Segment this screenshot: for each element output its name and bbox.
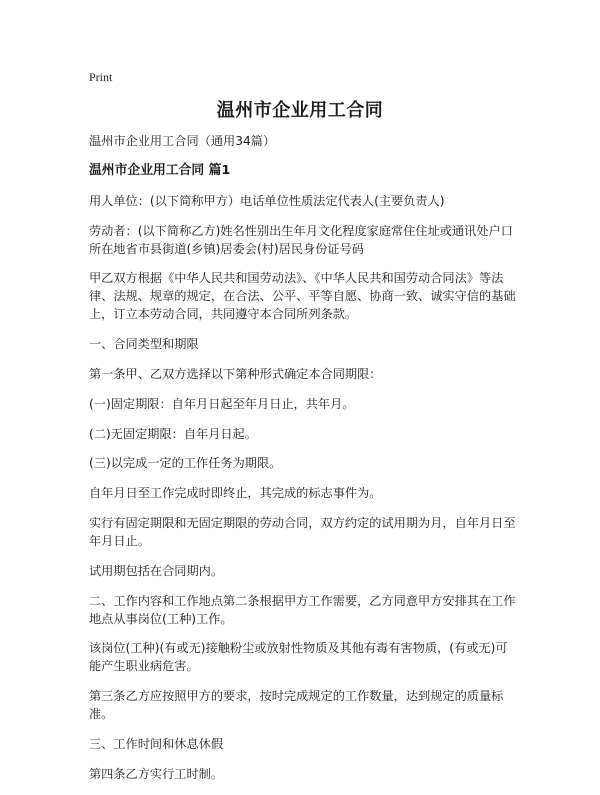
section-heading: 温州市企业用工合同 篇1 [89, 163, 231, 178]
paragraph: 试用期包括在合同期内。 [89, 563, 224, 578]
paragraph: 该岗位(工种)(有或无)接触粉尘或放射性物质及其他有毒有害物质，(有或无)可能产生职业病危害。 [89, 641, 508, 674]
document-subtitle: 温州市企业用工合同（通用34篇） [89, 134, 276, 148]
paragraph: 第四条乙方实行工时制。 [89, 766, 224, 781]
paragraph: (一)固定期限：自年月日起至年月日止，共年月。 [89, 396, 355, 411]
paragraph: 三、工作时间和休息休假 [89, 736, 224, 751]
paragraph: 用人单位：(以下简称甲方）电话单位性质法定代表人(主要负责人) [89, 193, 445, 208]
document-title: 温州市企业用工合同 [216, 100, 384, 121]
paragraph: 自年月日至工作完成时即终止，其完成的标志事件为。 [89, 486, 382, 501]
document-body [89, 132, 519, 795]
paragraph: (三)以完成一定的工作任务为期限。 [89, 456, 282, 471]
paragraph: 二、工作内容和工作地点第二条根据甲方工作需要，乙方同意甲方安排其在工作地点从事岗位(工种)工作。 [89, 593, 516, 626]
paragraph: 实行有固定期限和无固定期限的劳动合同，双方约定的试用期为月，自年月日至年月日止。 [89, 515, 516, 548]
paragraph: 劳动者：(以下简称乙方)姓名性别出生年月文化程度家庭常住住址或通讯处户口所在地省市县街道(乡镇)居委会(村)居民身份证号码 [89, 223, 513, 256]
print-label[interactable]: Print [89, 70, 113, 84]
paragraph: 一、合同类型和期限 [89, 337, 199, 352]
paragraph: 第三条乙方应按照甲方的要求，按时完成规定的工作数量，达到规定的质量标准。 [89, 689, 504, 722]
paragraph: 甲乙双方根据《中华人民共和国劳动法》、《中华人民共和国劳动合同法》等法律、法规、规章的规定，在合法、公平、平等自愿、协商一致、诚实守信的基础上，订立本劳动合同，共同遵守本合同所列条款。 [89, 271, 516, 322]
paragraph: 第一条甲、乙双方选择以下第种形式确定本合同期限： [89, 366, 382, 381]
paragraph: (二)无固定期限：自年月日起。 [89, 426, 257, 441]
